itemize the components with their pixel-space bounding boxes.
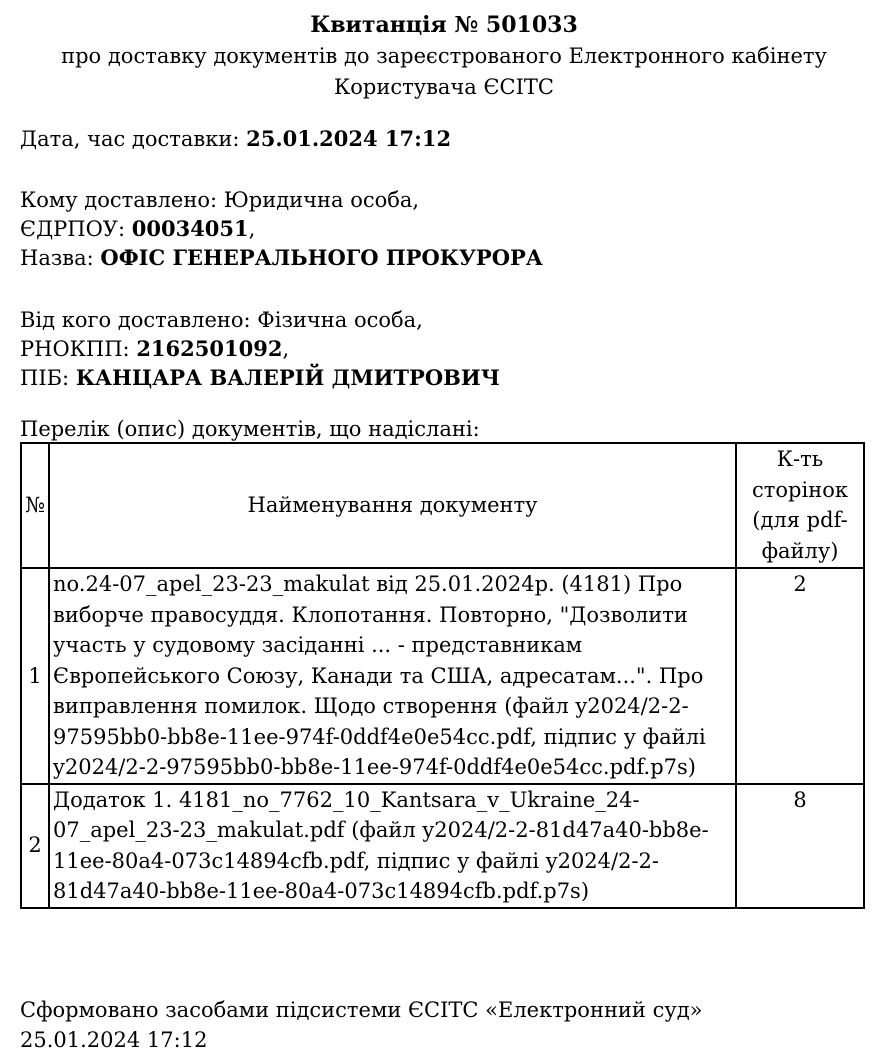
receipt-subtitle-line1: про доставку документів до зареєстрованого Електронного кабінету [61, 44, 827, 68]
recipient-code-value: 00034051 [131, 216, 249, 241]
receipt-header [0, 10, 888, 103]
receipt-title: Квитанція № 501033 [310, 12, 578, 38]
sender-type-label: Від кого доставлено: Фізична особа, [20, 308, 423, 332]
recipient-name-value: ОФІС ГЕНЕРАЛЬНОГО ПРОКУРОРА [100, 245, 543, 270]
recipient-code: ЄДРПОУ: 00034051, [20, 216, 256, 241]
footer-generated-by: Сформовано засобами підсистеми ЄСІТС «Електронний суд» [20, 998, 703, 1022]
row-document-name: Додаток 1. 4181_no_7762_10_Kantsara_v_Ukraine_24-07_apel_23-23_makulat.pdf (файл y2024/2-2-81d47a40-bb8e-11ee-80a4-073c14894cfb.pdf, підпис у файлі y2024/2-2-81d47a40-bb8e-11ee-80a4-073c14894cfb.pdf.p7s) [49, 784, 736, 908]
row-page-count: 8 [736, 784, 864, 908]
table-row [21, 568, 864, 784]
header-page-count: К-ть сторінок (для pdf-файлу) [736, 443, 864, 568]
recipient-type-label: Кому доставлено: Юридична особа, [20, 188, 420, 212]
sender-name-value: КАНЦАРА ВАЛЕРІЙ ДМИТРОВИЧ [75, 365, 500, 390]
sender-name [20, 363, 500, 393]
sender-name-label: ПІБ: [20, 366, 70, 390]
recipient-type [20, 185, 419, 215]
delivery-datetime [20, 124, 451, 154]
sender-code-label: РНОКПП: [20, 337, 130, 361]
recipient-code-label: ЄДРПОУ: [20, 217, 126, 241]
sender-type [20, 305, 423, 335]
header-num: № [21, 443, 49, 568]
delivery-datetime-value: 25.01.2024 17:12 [246, 126, 452, 151]
sender-code: РНОКПП: 2162501092, [20, 336, 290, 361]
sender-code-value: 2162501092 [136, 336, 283, 361]
row-num: 2 [21, 784, 49, 908]
row-num: 1 [21, 568, 49, 784]
recipient-name-label: Назва: [20, 246, 94, 270]
footer [20, 995, 703, 1055]
delivery-datetime-label: Дата, час доставки: [20, 127, 240, 151]
table-header-row [21, 443, 864, 568]
row-page-count: 2 [736, 568, 864, 784]
documents-table [20, 442, 865, 909]
receipt-subtitle-line2: Користувача ЄСІТС [334, 75, 554, 99]
table-row [21, 784, 864, 908]
header-document-name: Найменування документу [49, 443, 736, 568]
recipient-name [20, 243, 543, 273]
row-document-name: no.24-07_apel_23-23_makulat від 25.01.2024р. (4181) Про виборче правосуддя. Клопотання. Повторно, "Дозволити участь у судовому засіданні ... - представникам Європейського Союзу, Канади та США, адресатам...". Про виправлення помилок. Щодо створення (файл y2024/2-2-97595bb0-bb8e-11ee-974f-0ddf4e0e54cc.pdf, підпис у файлі y2024/2-2-97595bb0-bb8e-11ee-974f-0ddf4e0e54cc.pdf.p7s) [49, 568, 736, 784]
footer-timestamp: 25.01.2024 17:12 [20, 1028, 208, 1052]
documents-intro: Перелік (опис) документів, що надіслані: [20, 417, 480, 441]
